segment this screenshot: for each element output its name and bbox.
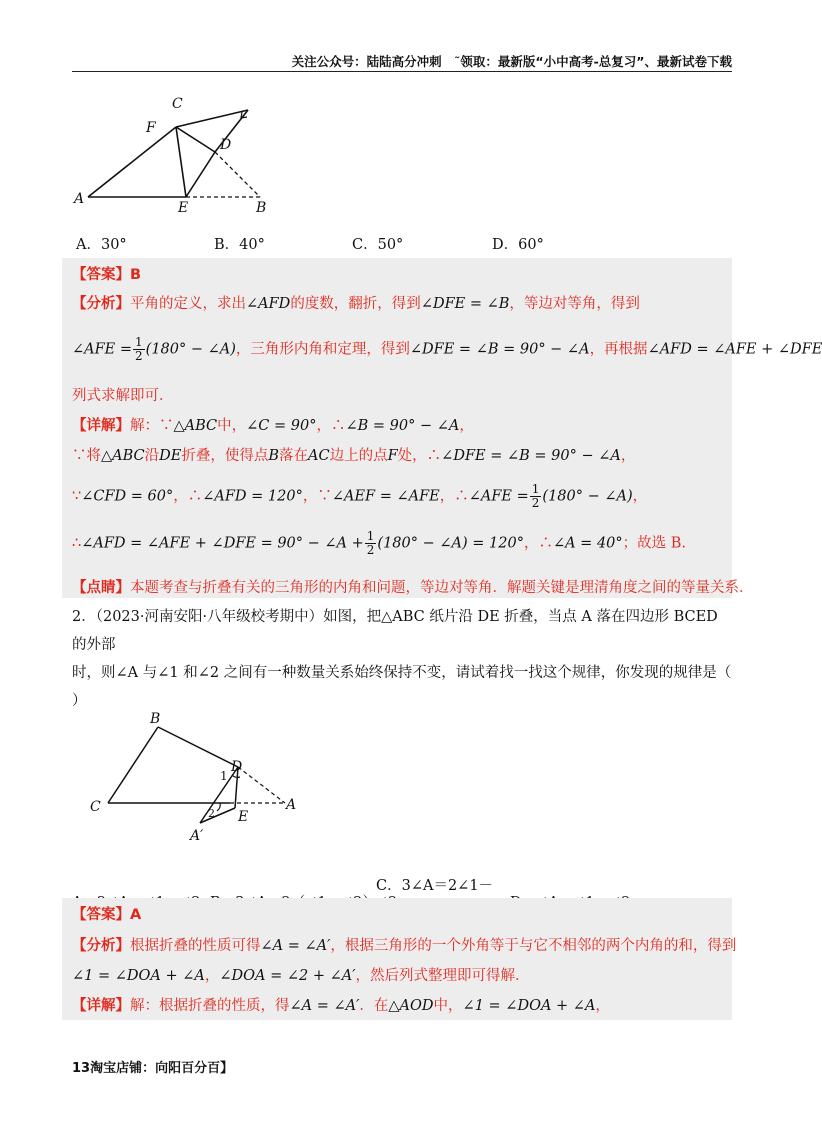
q2-answer: 【答案】A bbox=[72, 907, 142, 923]
q1-option-b[interactable]: B．40° bbox=[214, 237, 265, 253]
q1-answer: 【答案】B bbox=[72, 267, 142, 283]
q2-option-c[interactable]: C．3∠A＝2∠1－ bbox=[376, 878, 494, 894]
q1-solution-block bbox=[62, 258, 822, 598]
q1-detail-line2: ∵将△ABC沿DE折叠，使得点B落在AC边上的点F处，∴∠DFE = ∠B = 90° − ∠A， bbox=[72, 448, 636, 464]
label-a: A bbox=[74, 191, 85, 207]
q1-comment: 【点睛】本题考查与折叠有关的三角形的内角和问题，等边对等角．解题关键是理清角度之间的等量关系． bbox=[72, 580, 754, 596]
label-d: D bbox=[220, 137, 232, 153]
label-f: F bbox=[146, 120, 156, 136]
page-footer bbox=[72, 1057, 233, 1076]
segment-cb bbox=[108, 727, 158, 803]
label-d: D bbox=[231, 759, 243, 775]
q1-detail-line1: 【详解】解：∵△ABC中，∠C = 90°，∴∠B = 90° − ∠A， bbox=[72, 418, 474, 434]
q1-detail-line3: ∵∠CFD = 60°，∴∠AFD = 120°，∵∠AEF = ∠AFE，∴∠AFE = $\frac{1}{2}$ (180° − ∠A)， bbox=[72, 482, 648, 510]
figure-1-triangle bbox=[70, 90, 280, 220]
q2-solution-block bbox=[62, 898, 737, 1020]
label-b: B bbox=[256, 200, 267, 216]
dashed-da bbox=[238, 767, 285, 803]
q2-analysis-line2: ∠1 = ∠DOA + ∠A，∠DOA = ∠2 + ∠A′，然后列式整理即可得解． bbox=[72, 968, 530, 984]
segment-fd bbox=[176, 127, 215, 152]
q1-option-a[interactable]: A．30° bbox=[76, 237, 127, 253]
q2-stem-line1: 2．（2023·河南安阳·八年级校考期中）如图，把△ABC 纸片沿 DE 折叠，当点 A 落在四边形 BCED 的外部 bbox=[72, 609, 718, 653]
label-angle-2: 2 bbox=[208, 807, 215, 820]
segment-af bbox=[88, 127, 176, 197]
q2-stem bbox=[72, 603, 732, 715]
q2-stem-line3: ） bbox=[72, 693, 87, 709]
label-e: E bbox=[238, 809, 249, 825]
label-a: A bbox=[286, 797, 297, 813]
header-rule bbox=[72, 71, 732, 72]
label-a-prime: A′ bbox=[190, 828, 204, 844]
dashed-db bbox=[215, 152, 260, 197]
page-header: 关注公众号：陆陆高分冲刺 ˜领取：最新版“小中高考-总复习”、最新试卷下载 bbox=[291, 54, 732, 69]
q1-detail-line4: ∴∠AFD = ∠AFE + ∠DFE = 90° − ∠A + $\frac{1}{2}$ (180° − ∠A) = 120°，∴∠A = 40°；故选 B. bbox=[72, 529, 687, 557]
q1-options bbox=[76, 233, 544, 254]
page-number: 13 bbox=[72, 1061, 91, 1076]
q2-analysis-line1: 【分析】根据折叠的性质可得∠A = ∠A′，根据三角形的一个外角等于与它不相邻的两个内角的和，得到 bbox=[72, 938, 737, 954]
q2-stem-line2: 时，则∠A 与∠1 和∠2 之间有一种数量关系始终保持不变，请试着找一找这个规律，你发现的规律是（ bbox=[72, 665, 732, 681]
q1-option-d[interactable]: D．60° bbox=[492, 237, 544, 253]
q1-analysis-line3: 列式求解即可． bbox=[72, 388, 174, 404]
figure-2-triangle bbox=[80, 705, 310, 855]
segment-de bbox=[186, 152, 215, 197]
segment-fe bbox=[176, 127, 186, 197]
label-b: B bbox=[150, 711, 161, 727]
q1-analysis-line1: 【分析】平角的定义，求出∠AFD的度数，翻折，得到∠DFE = ∠B，等边对等角，得到 bbox=[72, 296, 640, 312]
label-e: E bbox=[178, 200, 189, 216]
label-angle-1: 1 bbox=[220, 769, 228, 783]
q1-analysis-line2: ∠AFE = $\frac{1}{2}$ (180° − ∠A)，三角形内角和定理，得到∠DFE = ∠B = 90° − ∠A，再根据∠AFD = ∠AFE + ∠DFE bbox=[72, 335, 822, 363]
label-c: C bbox=[172, 96, 183, 112]
shop-name: 淘宝店铺：向阳百分百】 bbox=[90, 1061, 234, 1076]
segment-bd bbox=[158, 727, 238, 767]
label-c: C bbox=[90, 799, 101, 815]
q1-option-c[interactable]: C．50° bbox=[352, 237, 404, 253]
q2-detail-line1: 【详解】解：根据折叠的性质，得∠A = ∠A′．在△AOD中，∠1 = ∠DOA + ∠A， bbox=[72, 998, 610, 1014]
